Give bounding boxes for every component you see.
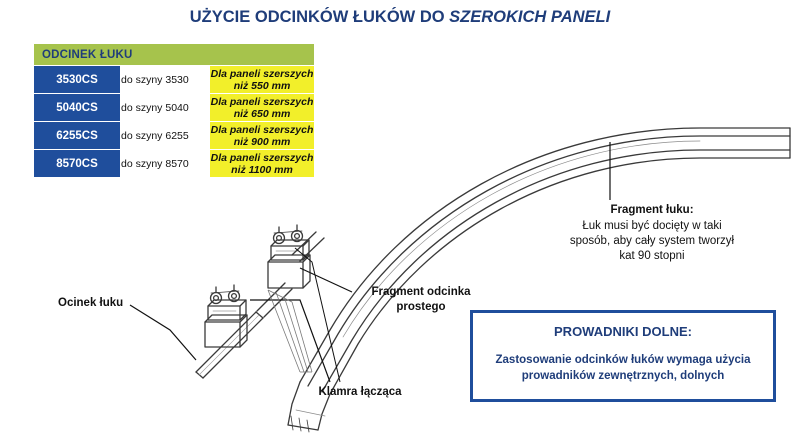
annotation-arc-fragment-heading: Fragment łuku:	[610, 204, 694, 216]
row-note-line1: Dla paneli szerszych	[210, 123, 314, 136]
callout-line1: Zastosowanie odcinków łuków wymaga użycia	[495, 354, 751, 366]
callout-body	[473, 352, 773, 384]
row-rail: do szyny 8570	[121, 150, 210, 178]
leader-ocinek	[130, 305, 196, 360]
row-rail: do szyny 6255	[121, 122, 210, 150]
row-code: 6255CS	[34, 122, 121, 150]
row-note-line2: niż 900 mm	[233, 135, 291, 148]
annotation-arc-fragment-line2: sposób, aby cały system tworzył	[569, 235, 735, 247]
row-note-line1: Dla paneli szerszych	[210, 151, 314, 164]
annotation-clamp: Klamra łącząca	[318, 386, 402, 398]
row-rail: do szyny 3530	[121, 66, 210, 94]
annotation-ocinek: Ocinek łuku	[58, 297, 124, 309]
annotation-straight-fragment	[356, 285, 486, 315]
page-title-emphasis: SZEROKICH PANELI	[449, 8, 611, 26]
table-header-label: ODCINEK ŁUKU	[34, 44, 315, 66]
row-rail: do szyny 5040	[121, 94, 210, 122]
leader-straight-fragment	[300, 268, 352, 292]
row-note-line1: Dla paneli szerszych	[210, 67, 314, 80]
callout-line2: prowadników zewnętrznych, dolnych	[521, 370, 725, 382]
hatch-wedge	[268, 290, 312, 372]
row-code: 5040CS	[34, 94, 121, 122]
row-code: 3530CS	[34, 66, 121, 94]
annotation-arc-fragment	[546, 203, 758, 264]
row-note-line2: niż 550 mm	[233, 79, 291, 92]
row-note-line1: Dla paneli szerszych	[210, 95, 314, 108]
annotation-arc-fragment-line1: Łuk musi być docięty w taki	[582, 220, 722, 232]
callout-box	[470, 310, 776, 402]
leader-clamp-upper	[295, 248, 340, 382]
row-note-line2: niż 1100 mm	[231, 163, 293, 176]
annotation-straight-fragment-line1: Fragment odcinka	[371, 286, 471, 298]
callout-title: PROWADNIKI DOLNE:	[554, 324, 692, 339]
annotation-arc-fragment-line3: kat 90 stopni	[619, 250, 685, 262]
row-code: 8570CS	[34, 150, 121, 178]
row-note-line2: niż 650 mm	[233, 107, 291, 120]
annotation-straight-fragment-line2: prostego	[396, 301, 446, 313]
page-title-lead: UŻYCIE ODCINKÓW ŁUKÓW DO	[189, 8, 450, 26]
